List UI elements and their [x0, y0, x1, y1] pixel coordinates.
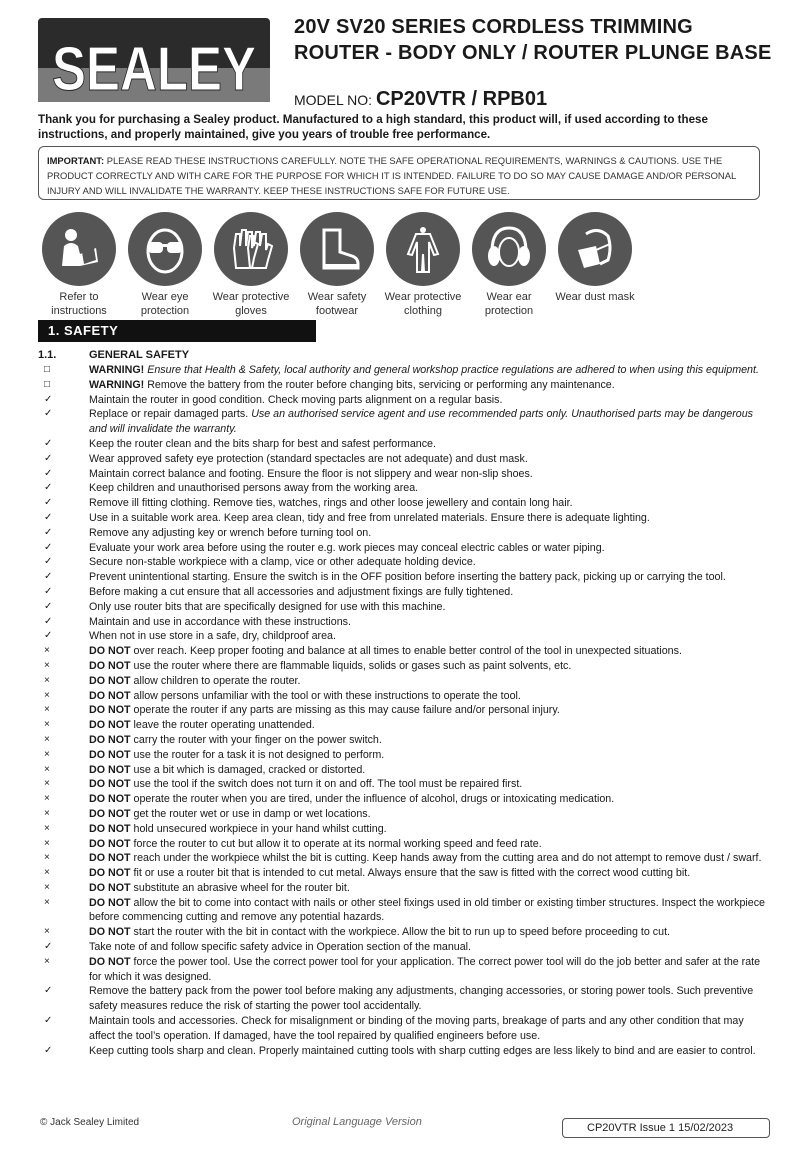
list-item-text: Maintain and use in accordance with these instructions.	[89, 615, 351, 628]
list-item-text: Secure non-stable workpiece with a clamp, vice or other adequate holding device.	[89, 556, 476, 569]
list-item	[38, 748, 770, 763]
list-item-text: Maintain correct balance and footing. Ensure the floor is not slippery and wear non-slip shoes.	[89, 467, 533, 480]
bullet-icon: ×	[44, 748, 50, 760]
sealey-logo	[38, 18, 270, 102]
list-item-text: DO NOT carry the router with your finger on the power switch.	[89, 733, 382, 746]
list-item	[38, 851, 770, 866]
bullet-icon: ×	[44, 778, 50, 790]
list-item	[38, 585, 770, 600]
list-item	[38, 541, 770, 556]
subsection-heading: 1.1. GENERAL SAFETY	[38, 349, 190, 361]
list-item	[38, 940, 770, 955]
list-item-text: WARNING! Remove the battery from the router before changing bits, servicing or performing any maintenance.	[89, 378, 615, 391]
ppe-ear: Wear ear protection	[464, 212, 554, 318]
bullet-icon: □	[44, 378, 51, 390]
bullet-icon: ×	[44, 822, 50, 834]
list-item	[38, 644, 770, 659]
list-item	[38, 733, 770, 748]
bullet-icon: ✓	[44, 467, 53, 479]
bullet-icon: ✓	[44, 585, 53, 597]
list-item	[38, 481, 770, 496]
bullet-icon: ×	[44, 837, 50, 849]
list-item	[38, 496, 770, 511]
list-item-text: DO NOT allow children to operate the router.	[89, 674, 301, 687]
list-item-text: DO NOT start the router with the bit in contact with the workpiece. Allow the bit to run up to speed before proceeding to cut.	[89, 926, 671, 939]
bullet-icon: ×	[44, 896, 50, 908]
list-item-text: DO NOT force the router to cut but allow it to operate at its normal working speed and feed rate.	[89, 837, 542, 850]
ppe-eye: Wear eye protection	[120, 212, 210, 318]
gloves-icon	[226, 224, 276, 274]
bullet-icon: ✓	[44, 556, 53, 568]
ppe-instructions: Refer to instructions	[34, 212, 124, 318]
list-item	[38, 984, 770, 1014]
list-item-text: Keep the router clean and the bits sharp for best and safest performance.	[89, 437, 436, 450]
ppe-clothing: Wear protective clothing	[378, 212, 468, 318]
bullet-icon: ✓	[44, 541, 53, 553]
bullet-icon: ×	[44, 645, 50, 657]
list-item	[38, 703, 770, 718]
list-item	[38, 792, 770, 807]
bullet-icon: ✓	[44, 497, 53, 509]
list-item-text: Keep children and unauthorised persons away from the working area.	[89, 482, 419, 495]
list-item-text: DO NOT over reach. Keep proper footing and balance at all times to enable better control of the tool in unexpected situations.	[89, 645, 682, 658]
list-item-text: Wear approved safety eye protection (standard spectacles are not adequate) and dust mask.	[89, 452, 528, 465]
list-item	[38, 659, 770, 674]
safety-list	[38, 363, 770, 1058]
dust-mask-icon	[570, 224, 620, 274]
list-item	[38, 1014, 770, 1044]
list-item	[38, 393, 770, 408]
bullet-icon: ✓	[44, 600, 53, 612]
important-notice: IMPORTANT: PLEASE READ THESE INSTRUCTIONS CAREFULLY. NOTE THE SAFE OPERATIONAL REQUIREMENTS, WARNINGS & CAUTIONS. USE THE PRODUCT CORRECTLY AND WITH CARE FOR THE PURPOSE FOR WHICH IT IS INTENDED. FAILURE TO DO SO MAY CAUSE DAMAGE AND/OR PERSONAL INJURY AND WILL INVALIDATE THE WARRANTY. KEEP THESE INSTRUCTIONS SAFE FOR FUTURE USE.	[38, 146, 760, 200]
bullet-icon: ×	[44, 674, 50, 686]
list-item-text: Evaluate your work area before using the router e.g. work pieces may conceal electric cables or water piping.	[89, 541, 605, 554]
list-item	[38, 555, 770, 570]
bullet-icon: ✓	[44, 571, 53, 583]
bullet-icon: ×	[44, 659, 50, 671]
bullet-icon: ✓	[44, 1015, 53, 1027]
list-item	[38, 925, 770, 940]
list-item	[38, 407, 770, 437]
list-item	[38, 615, 770, 630]
list-item	[38, 718, 770, 733]
protective-clothing-icon	[398, 224, 448, 274]
list-item-text: Replace or repair damaged parts. Use an authorised service agent and use recommended parts only. Unauthorised parts may be dangerous and will invalidate the warranty.	[89, 408, 754, 436]
list-item-text: DO NOT hold unsecured workpiece in your hand whilst cutting.	[89, 822, 387, 835]
list-item	[38, 452, 770, 467]
list-item	[38, 437, 770, 452]
list-item-text: Take note of and follow specific safety advice in Operation section of the manual.	[89, 941, 471, 954]
list-item-text: DO NOT leave the router operating unattended.	[89, 719, 315, 732]
bullet-icon: ✓	[44, 437, 53, 449]
list-item	[38, 511, 770, 526]
list-item	[38, 467, 770, 482]
safety-footwear-icon	[312, 224, 362, 274]
list-item-text: DO NOT use the router where there are flammable liquids, solids or gases such as paint solvents, etc.	[89, 659, 572, 672]
footer-copyright: © Jack Sealey Limited	[40, 1117, 140, 1128]
list-item-text: Remove ill fitting clothing. Remove ties, watches, rings and other loose jewellery and contain long hair.	[89, 497, 573, 510]
list-item	[38, 674, 770, 689]
list-item	[38, 1044, 770, 1059]
list-item-text: DO NOT operate the router if any parts are missing as this may cause failure and/or personal injury.	[89, 704, 560, 717]
list-item-text: DO NOT use the tool if the switch does not turn it on and off. The tool must be repaired first.	[89, 778, 523, 791]
bullet-icon: ✓	[44, 526, 53, 538]
list-item-text: DO NOT fit or use a router bit that is intended to cut metal. Always ensure that the saw is fitted with the correct wood cutting bit.	[89, 867, 691, 880]
list-item	[38, 896, 770, 926]
bullet-icon: ✓	[44, 630, 53, 642]
list-item-text: When not in use store in a safe, dry, childproof area.	[89, 630, 336, 643]
list-item-text: Keep cutting tools sharp and clean. Properly maintained cutting tools with sharp cutting edges are less likely to bind and are easier to control.	[89, 1044, 756, 1057]
list-item-text: Remove the battery pack from the power tool before making any adjustments, changing accessories, or storing power tools. Such preventive safety measures reduce the risk of starting the power tool accidentally.	[89, 985, 754, 1013]
thanks-text: Thank you for purchasing a Sealey product. Manufactured to a high standard, this product will, if used according to these instructions, and properly maintained, give you years of trouble free performance.	[38, 113, 708, 141]
list-item-text: Before making a cut ensure that all accessories and adjustment fixings are fully tightened.	[89, 585, 514, 598]
bullet-icon: ×	[44, 867, 50, 879]
logo-text: SEALEY	[52, 35, 256, 104]
list-item-text: DO NOT allow the bit to come into contact with nails or other steel fixings used in old timber or existing timber structures. Inspect the workpiece before commencing cutting and remove any potential hazards.	[89, 896, 765, 924]
eye-protection-icon	[140, 224, 190, 274]
list-item	[38, 689, 770, 704]
bullet-icon: ×	[44, 926, 50, 938]
list-item-text: DO NOT reach under the workpiece whilst the bit is cutting. Keep hands away from the cutting area and do not attempt to remove dust / swarf.	[89, 852, 762, 865]
bullet-icon: ×	[44, 689, 50, 701]
list-item	[38, 570, 770, 585]
list-item	[38, 837, 770, 852]
list-item	[38, 526, 770, 541]
list-item	[38, 777, 770, 792]
list-item	[38, 807, 770, 822]
list-item	[38, 363, 770, 378]
bullet-icon: ×	[44, 881, 50, 893]
list-item-text: Prevent unintentional starting. Ensure the switch is in the OFF position before inserting the battery pack, picking up or carrying the tool.	[89, 571, 726, 584]
list-item	[38, 955, 770, 985]
list-item	[38, 378, 770, 393]
bullet-icon: ✓	[44, 511, 53, 523]
list-item-text: DO NOT force the power tool. Use the correct power tool for your application. The correct power tool will do the job better and safer at the rate for which it was designed.	[89, 955, 761, 983]
footer-issue: CP20VTR Issue 1 15/02/2023	[562, 1118, 770, 1138]
bullet-icon: ✓	[44, 941, 53, 953]
bullet-icon: ✓	[44, 393, 53, 405]
bullet-icon: ×	[44, 704, 50, 716]
list-item	[38, 822, 770, 837]
bullet-icon: ×	[44, 763, 50, 775]
list-item-text: Maintain the router in good condition. Check moving parts alignment on a regular basis.	[89, 393, 503, 406]
bullet-icon: ×	[44, 955, 50, 967]
bullet-icon: ×	[44, 807, 50, 819]
ppe-footwear: Wear safety footwear	[292, 212, 382, 318]
bullet-icon: ×	[44, 719, 50, 731]
list-item-text: DO NOT operate the router when you are tired, under the influence of alcohol, drugs or intoxicating medication.	[89, 793, 615, 806]
section-heading: 1. SAFETY	[38, 320, 316, 342]
bullet-icon: ×	[44, 733, 50, 745]
ppe-gloves: Wear protective gloves	[206, 212, 296, 318]
bullet-icon: ×	[44, 852, 50, 864]
ear-protection-icon	[484, 224, 534, 274]
bullet-icon: ✓	[44, 1044, 53, 1056]
model-number: MODEL NO: CP20VTR / RPB01	[294, 88, 548, 110]
list-item	[38, 881, 770, 896]
list-item-text: Only use router bits that are specifically designed for use with this machine.	[89, 600, 446, 613]
bullet-icon: ✓	[44, 452, 53, 464]
list-item-text: DO NOT allow persons unfamiliar with the tool or with these instructions to operate the tool.	[89, 689, 521, 702]
list-item	[38, 629, 770, 644]
list-item	[38, 763, 770, 778]
list-item-text: Maintain tools and accessories. Check for misalignment or binding of the moving parts, breakage of parts and any other condition that may affect the tool’s operation. If damaged, have the tool repaired by qualified engineers before use.	[89, 1015, 744, 1042]
list-item	[38, 866, 770, 881]
list-item-text: DO NOT use a bit which is damaged, cracked or distorted.	[89, 763, 366, 776]
list-item	[38, 600, 770, 615]
bullet-icon: ×	[44, 793, 50, 805]
list-item-text: Use in a suitable work area. Keep area clean, tidy and free from unrelated materials. Ensure there is adequate lighting.	[89, 511, 650, 524]
bullet-icon: □	[44, 364, 51, 375]
bullet-icon: ✓	[44, 408, 53, 420]
bullet-icon: ✓	[44, 615, 53, 627]
bullet-icon: ✓	[44, 985, 53, 997]
list-item-text: DO NOT use the router for a task it is not designed to perform.	[89, 748, 385, 761]
footer-language: Original Language Version	[292, 1116, 422, 1128]
list-item-text: Remove any adjusting key or wrench before turning tool on.	[89, 526, 372, 539]
list-item-text: DO NOT get the router wet or use in damp or wet locations.	[89, 807, 371, 820]
instructions-icon	[54, 224, 104, 274]
list-item-text: DO NOT substitute an abrasive wheel for the router bit.	[89, 881, 350, 894]
page-title: 20V SV20 SERIES CORDLESS TRIMMING ROUTER - BODY ONLY / ROUTER PLUNGE BASE	[294, 16, 772, 64]
list-item-text: WARNING! Ensure that Health & Safety, local authority and general workshop practice regulations are adhered to when using this equipment.	[89, 364, 759, 376]
bullet-icon: ✓	[44, 482, 53, 494]
ppe-mask: Wear dust mask	[550, 212, 640, 304]
ppe-icons	[38, 212, 638, 322]
